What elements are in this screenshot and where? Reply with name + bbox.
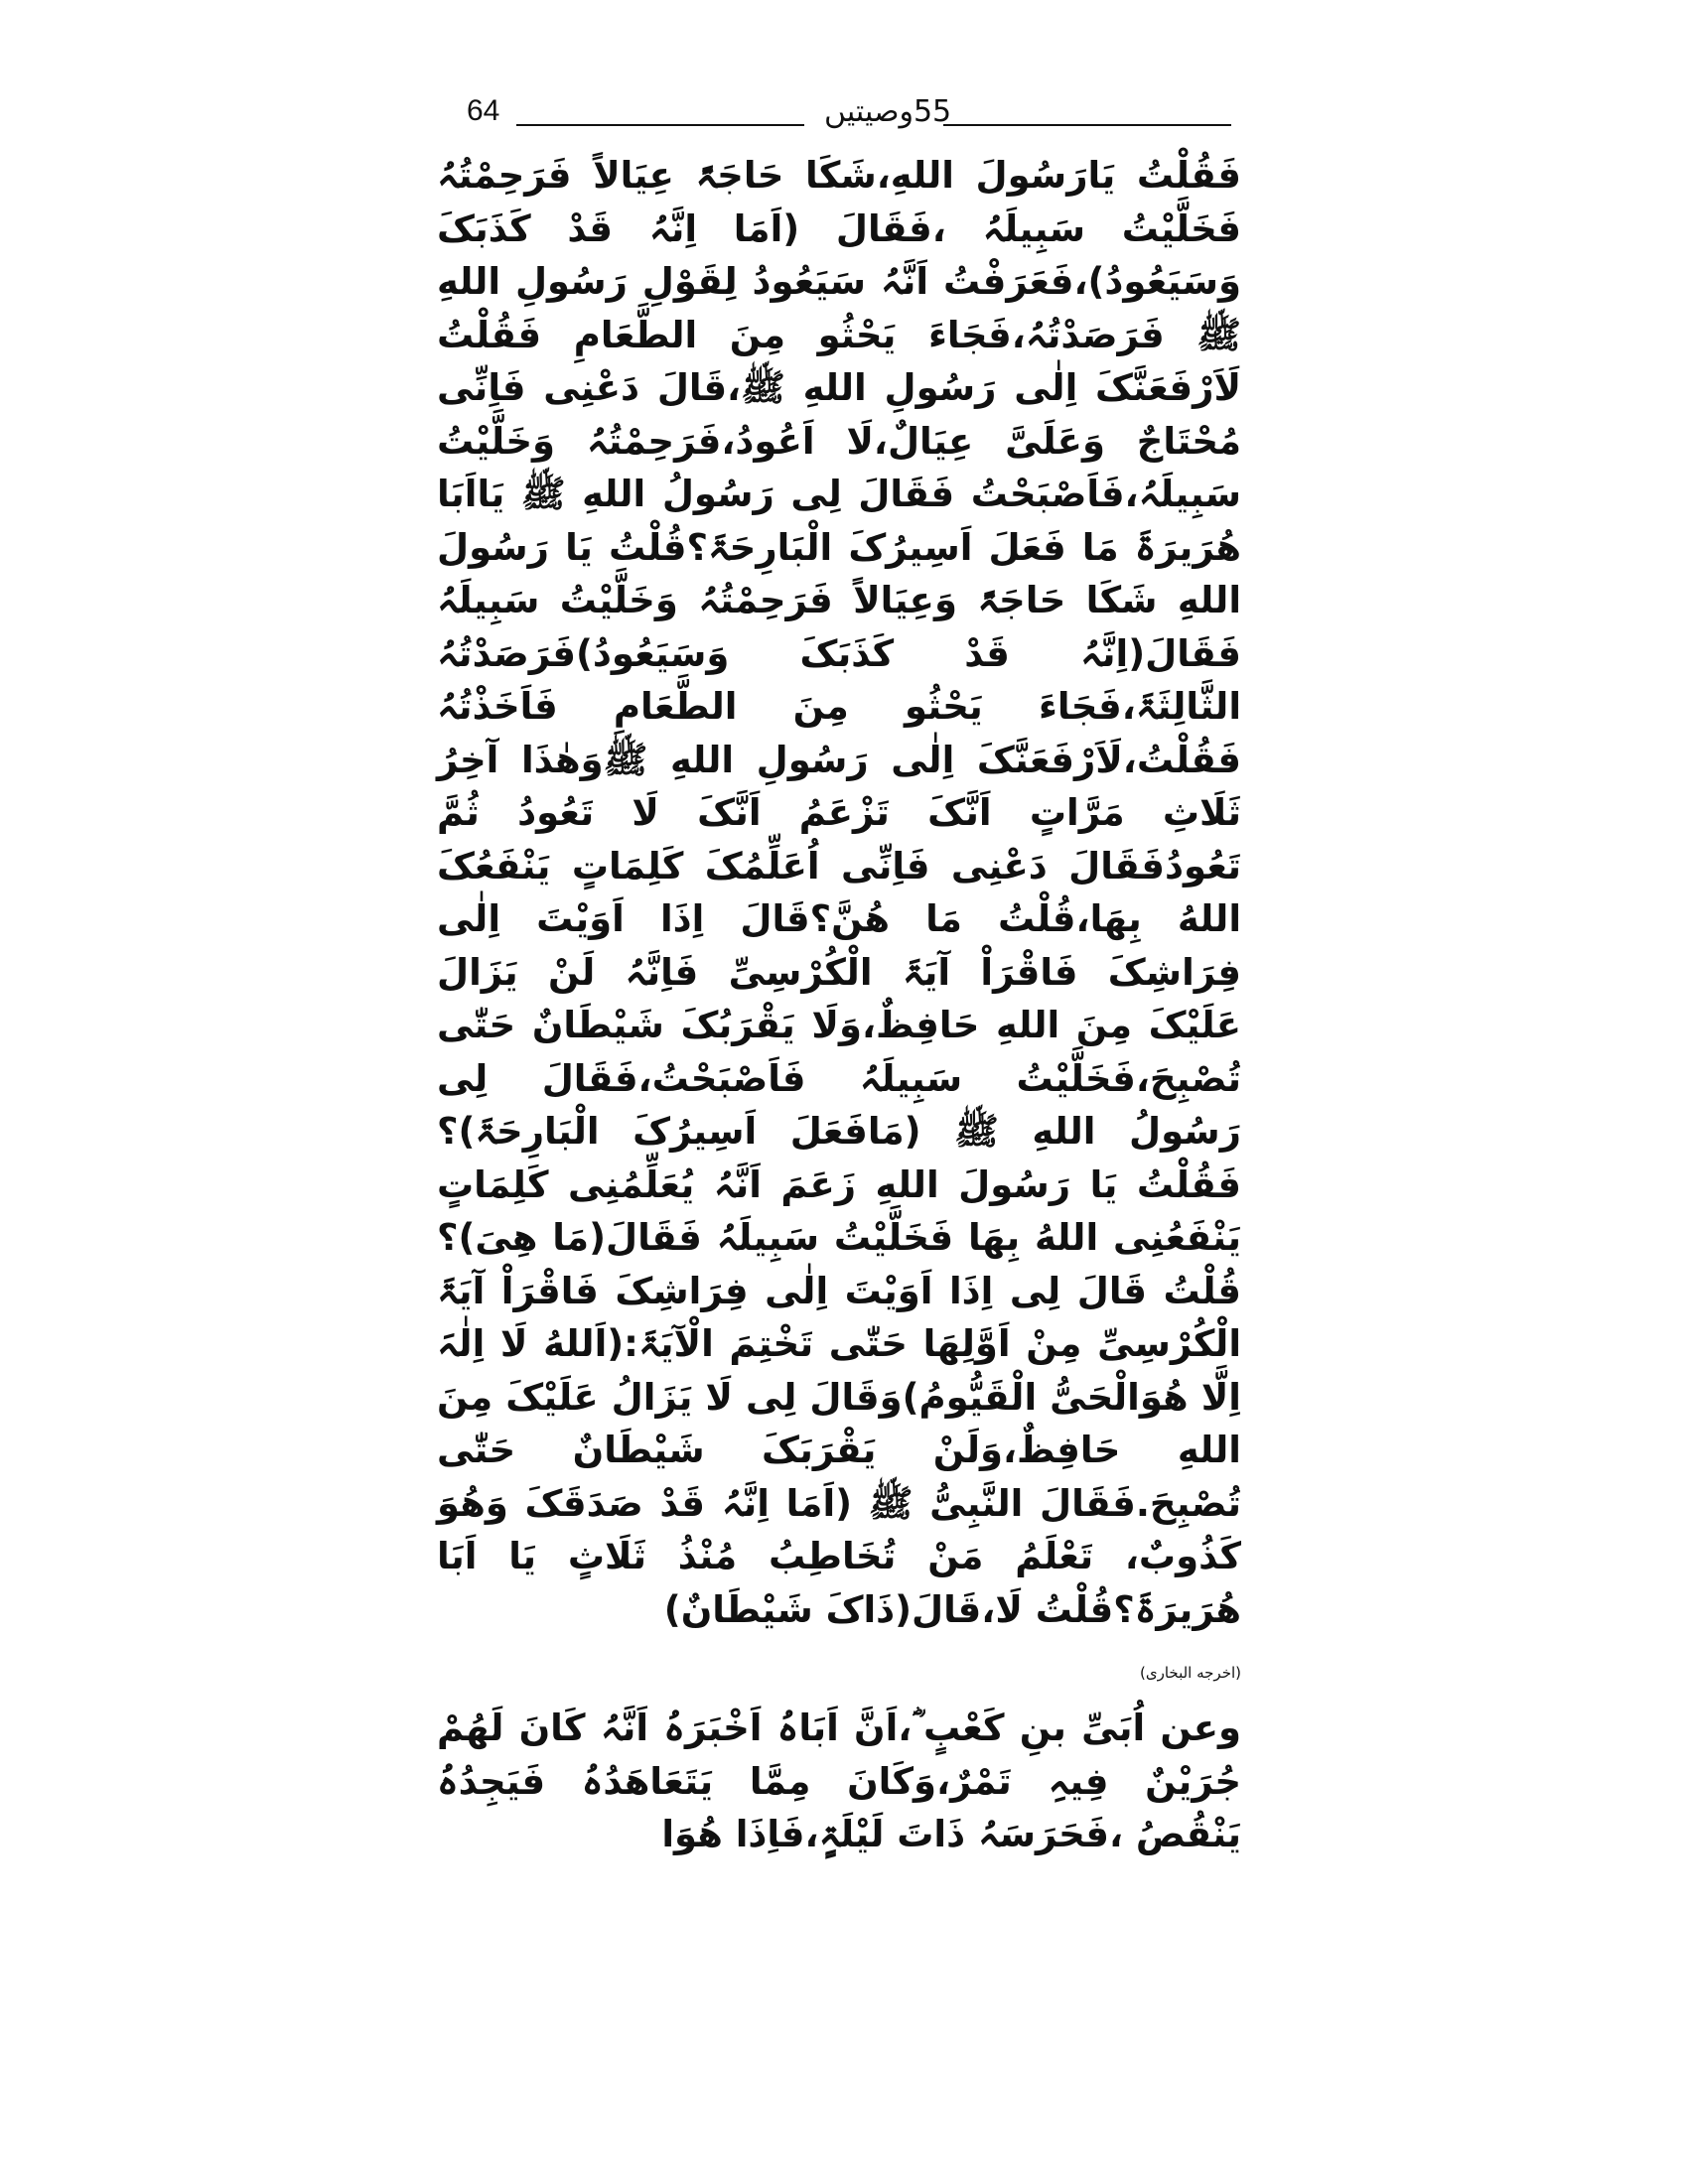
hadith-paragraph: فَقُلْتُ یَارَسُولَ اللهِ،شَکَا حَاجَۃً عِیَالاً فَرَحِمْتُہُ فَخَلَّیْتُ سَبِیلَہُ ،فَقَالَ (اَمَا اِنَّہُ قَدْ کَذَبَکَ وَسَیَعُودُ)،فَعَرَفْتُ اَنَّہُ سَیَعُودُ لِقَوْلِ رَسُولِ اللهِ ﷺ فَرَصَدْتُہُ،فَجَاءَ یَحْثُو مِنَ الطَّعَامِ فَقُلْتُ لَاَرْفَعَنَّکَ اِلٰی رَسُولِ اللهِ ﷺ،قَالَ دَعْنِی فَاِنِّی مُحْتَاجٌ وَعَلَیَّ عِیَالٌ،لَا اَعُودُ،فَرَحِمْتُہُ وَخَلَّیْتُ سَبِیلَہُ،فَاَصْبَحْتُ فَقَالَ لِی رَسُولُ اللهِ ﷺ یَااَبَا ھُرَیرَۃَ مَا فَعَلَ اَسِیرُکَ الْبَارِحَۃَ؟قُلْتُ یَا رَسُولَ اللهِ شَکَا حَاجَۃً وَعِیَالاً فَرَحِمْتُہُ وَخَلَّیْتُ سَبِیلَہُ فَقَالَ(اِنَّہُ قَدْ کَذَبَکَ وَسَیَعُودُ)فَرَصَدْتُہُ الثَّالِثَۃَ،فَجَاءَ یَحْثُو مِنَ الطَّعَامِ فَاَخَذْتُہُ فَقُلْتُ،لَاَرْفَعَنَّکَ اِلٰی رَسُولِ اللهِ ﷺوَھٰذَا آخِرُ ثَلَاثِ مَرَّاتٍ اَنَّکَ تَزْعَمُ اَنَّکَ لَا تَعُودُ ثُمَّ تَعُودُفَقَالَ دَعْنِی فَاِنِّی اُعَلِّمُکَ کَلِمَاتٍ یَنْفَعُکَ اللهُ بِھَا،قُلْتُ مَا ھُنَّ؟قَالَ اِذَا اَوَیْتَ اِلٰی فِرَاشِکَ فَاقْرَاْ آیَۃَ الْکُرْسِیِّ فَاِنَّہُ لَنْ یَزَالَ عَلَیْکَ مِنَ اللهِ حَافِظٌ،وَلَا یَقْرَبُکَ شَیْطَانٌ حَتّٰی تُصْبِحَ،فَخَلَّیْتُ سَبِیلَہُ فَاَصْبَحْتُ،فَقَالَ لِی رَسُولُ اللهِ ﷺ (مَافَعَلَ اَسِیرُکَ الْبَارِحَۃَ)؟فَقُلْتُ یَا رَسُولَ اللهِ زَعَمَ اَنَّہُ یُعَلِّمُنِی کَلِمَاتٍ یَنْفَعُنِی اللهُ بِھَا فَخَلَّیْتُ سَبِیلَہُ فَقَالَ(مَا ھِیَ)؟قُلْتُ قَالَ لِی اِذَا اَوَیْتَ اِلٰی فِرَاشِکَ فَاقْرَاْ آیَۃَ الْکُرْسِیِّ مِنْ اَوَّلِھَا حَتّٰی تَخْتِمَ الْآیَۃَ:(اَللهُ لَا اِلٰہَ اِلَّا ھُوَالْحَیُّ الْقَیُّومُ)وَقَالَ لِی لَا یَزَالُ عَلَیْکَ مِنَ اللهِ حَافِظٌ،وَلَنْ یَقْرَبَکَ شَیْطَانٌ حَتّٰی تُصْبِحَ.فَقَالَ النَّبِیُّ ﷺ (اَمَا اِنَّہُ قَدْ صَدَقَکَ وَھُوَ کَذُوبٌ، تَعْلَمُ مَنْ تُخَاطِبُ مُنْذُ ثَلَاثٍ یَا اَبَا ھُرَیرَۃَ؟قُلْتُ لَا،قَالَ(ذَاکَ شَیْطَانٌ) bbox=[437, 154, 1241, 1631]
page-body bbox=[437, 149, 1241, 1861]
header-rule-right bbox=[943, 124, 1231, 126]
source-reference: (اخرجه البخاری) bbox=[1139, 1664, 1241, 1682]
hadith-paragraph-2: وعن اُبَیِّ بنِ کَعْبٍ ؓ،اَنَّ اَبَاہُ اَخْبَرَہُ اَنَّہُ کَانَ لَھُمْ جُرَیْنٌ فِیہِ تَمْرٌ،وَکَانَ مِمَّا یَتَعَاھَدُہُ فَیَجِدُہُ یَنْقُصُ ،فَحَرَسَہُ ذَاتَ لَیْلَۃٍ،فَاِذَا ھُوَا bbox=[437, 1706, 1241, 1855]
header-rule-left bbox=[516, 124, 804, 126]
running-title: 55وصیتیں bbox=[824, 94, 952, 129]
page-header bbox=[467, 94, 1231, 139]
page-number: 64 bbox=[467, 94, 500, 127]
